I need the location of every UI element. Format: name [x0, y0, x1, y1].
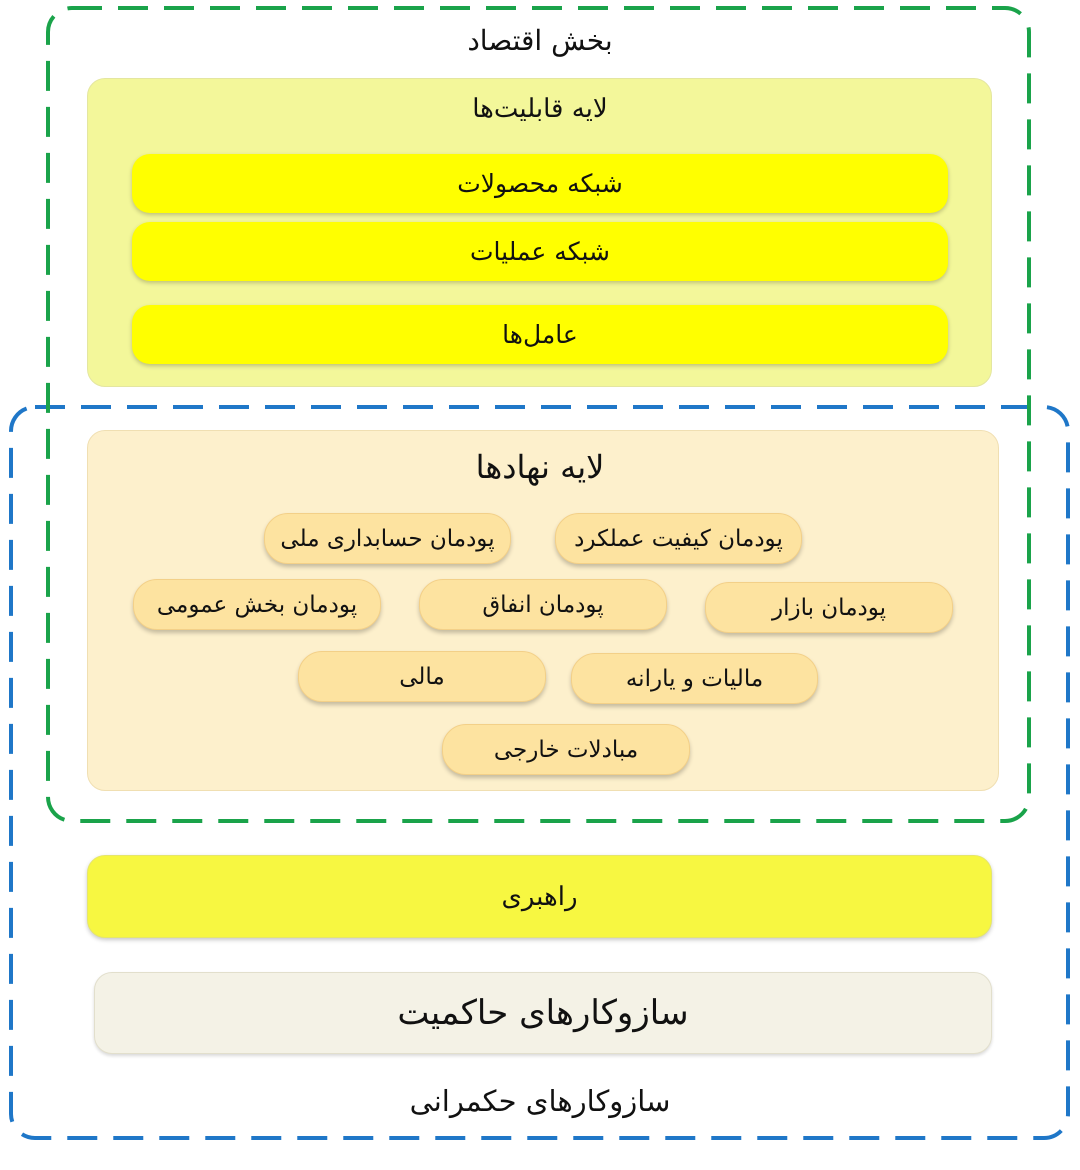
capabilities-layer-title: لایه قابلیت‌ها [472, 94, 608, 124]
tax-subsidy-module [571, 653, 818, 704]
tax-subsidy-module-label: مالیات و یارانه [625, 665, 764, 692]
public-sector-module [133, 579, 381, 630]
charity-module [419, 579, 667, 630]
national-accounting-module-label: پودمان حسابداری ملی [280, 525, 495, 552]
governance-section-title: سازوکارهای حکمرانی [409, 1084, 671, 1118]
products-network-label: شبکه محصولات [457, 169, 623, 198]
agents-box [132, 305, 948, 364]
operations-network-label: شبکه عملیات [470, 237, 610, 266]
market-module [705, 582, 953, 633]
governance-mechanisms-label: سازوکارهای حاکمیت [397, 993, 689, 1033]
agents-label: عامل‌ها [502, 320, 578, 349]
leadership-label: راهبری [501, 881, 578, 912]
economy-section-title: بخش اقتصاد [467, 24, 613, 57]
leadership-box [87, 855, 992, 938]
products-network-box [132, 154, 948, 213]
charity-module-label: پودمان انفاق [482, 591, 604, 618]
finance-module [298, 651, 546, 702]
foreign-exchange-module-label: مبادلات خارجی [493, 736, 639, 763]
foreign-exchange-module [442, 724, 690, 775]
governance-mechanisms-box [94, 972, 992, 1054]
national-accounting-module [264, 513, 511, 564]
performance-quality-module-label: پودمان کیفیت عملکرد [574, 525, 783, 552]
institutions-layer-title: لایه نهادها [475, 448, 605, 486]
public-sector-module-label: پودمان بخش عمومی [156, 591, 358, 618]
finance-module-label: مالی [399, 663, 445, 690]
operations-network-box [132, 222, 948, 281]
performance-quality-module [555, 513, 802, 564]
market-module-label: پودمان بازار [771, 594, 887, 621]
